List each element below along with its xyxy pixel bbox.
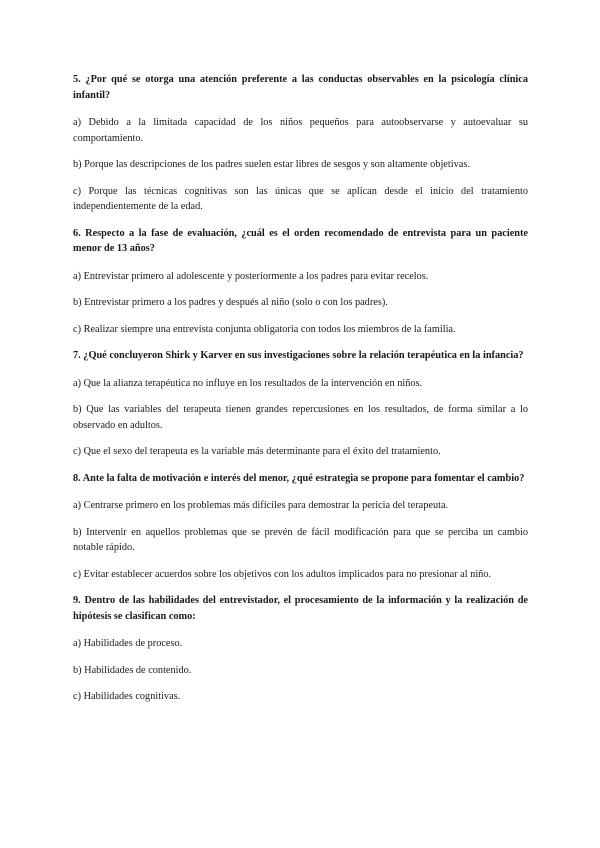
question-7: 7. ¿Qué concluyeron Shirk y Karver en sus investigaciones sobre la relación terapéutica en la infancia? [73,350,524,361]
question-9: 9. Dentro de las habilidades del entrevistador, el procesamiento de la información y la realización de hipótesis se clasifican como: [73,595,528,622]
question-block-7 [73,348,528,460]
question-8-option-c: c) Evitar establecer acuerdos sobre los objetivos con los adultos implicados para no presionar al niño. [73,568,492,580]
question-9-option-b: b) Habilidades de contenido. [73,664,192,676]
question-block-5 [73,72,528,215]
question-5-option-c: c) Porque las técnicas cognitivas son las únicas que se aplican desde el inicio del tratamiento independientemente de la edad. [73,185,528,212]
question-7-option-b: b) Que las variables del terapeuta tienen grandes repercusiones en los resultados, de forma similar a lo observado en adultos. [73,404,528,431]
question-6: 6. Respecto a la fase de evaluación, ¿cuál es el orden recomendado de entrevista para un paciente menor de 13 años? [73,227,528,254]
question-block-8 [73,471,528,583]
question-block-9 [73,593,528,705]
question-5-option-b: b) Porque las descripciones de los padres suelen estar libres de sesgos y son altamente objetivas. [73,159,470,170]
question-5-option-a: a) Debido a la limitada capacidad de los niños pequeños para autoobservarse y autoevaluar su comportamiento. [73,117,528,144]
question-8: 8. Ante la falta de motivación e interés del menor, ¿qué estrategia se propone para fomentar el cambio? [73,472,525,484]
question-9-option-c: c) Habilidades cognitivas. [73,691,181,702]
question-5: 5. ¿Por qué se otorga una atención preferente a las conductas observables en la psicología clínica infantil? [73,74,528,101]
question-6-option-a: a) Entrevistar primero al adolescente y posteriormente a los padres para evitar recelos. [73,270,429,282]
question-8-option-a: a) Centrarse primero en los problemas más difíciles para demostrar la pericia del terapeuta. [73,500,449,511]
question-7-option-c: c) Que el sexo del terapeuta es la variable más determinante para el éxito del tratamiento. [73,446,441,457]
question-block-6 [73,226,528,338]
question-8-option-b: b) Intervenir en aquellos problemas que se prevén de fácil modificación para que se perciba un cambio notable rápido. [73,526,528,553]
question-6-option-c: c) Realizar siempre una entrevista conjunta obligatoria con todos los miembros de la familia. [73,323,456,335]
document-page [73,72,528,716]
question-9-option-a: a) Habilidades de proceso. [73,638,183,649]
question-6-option-b: b) Entrevistar primero a los padres y después al niño (solo o con los padres). [73,297,388,308]
question-7-option-a: a) Que la alianza terapéutica no influye en los resultados de la intervención en niños. [73,377,423,389]
